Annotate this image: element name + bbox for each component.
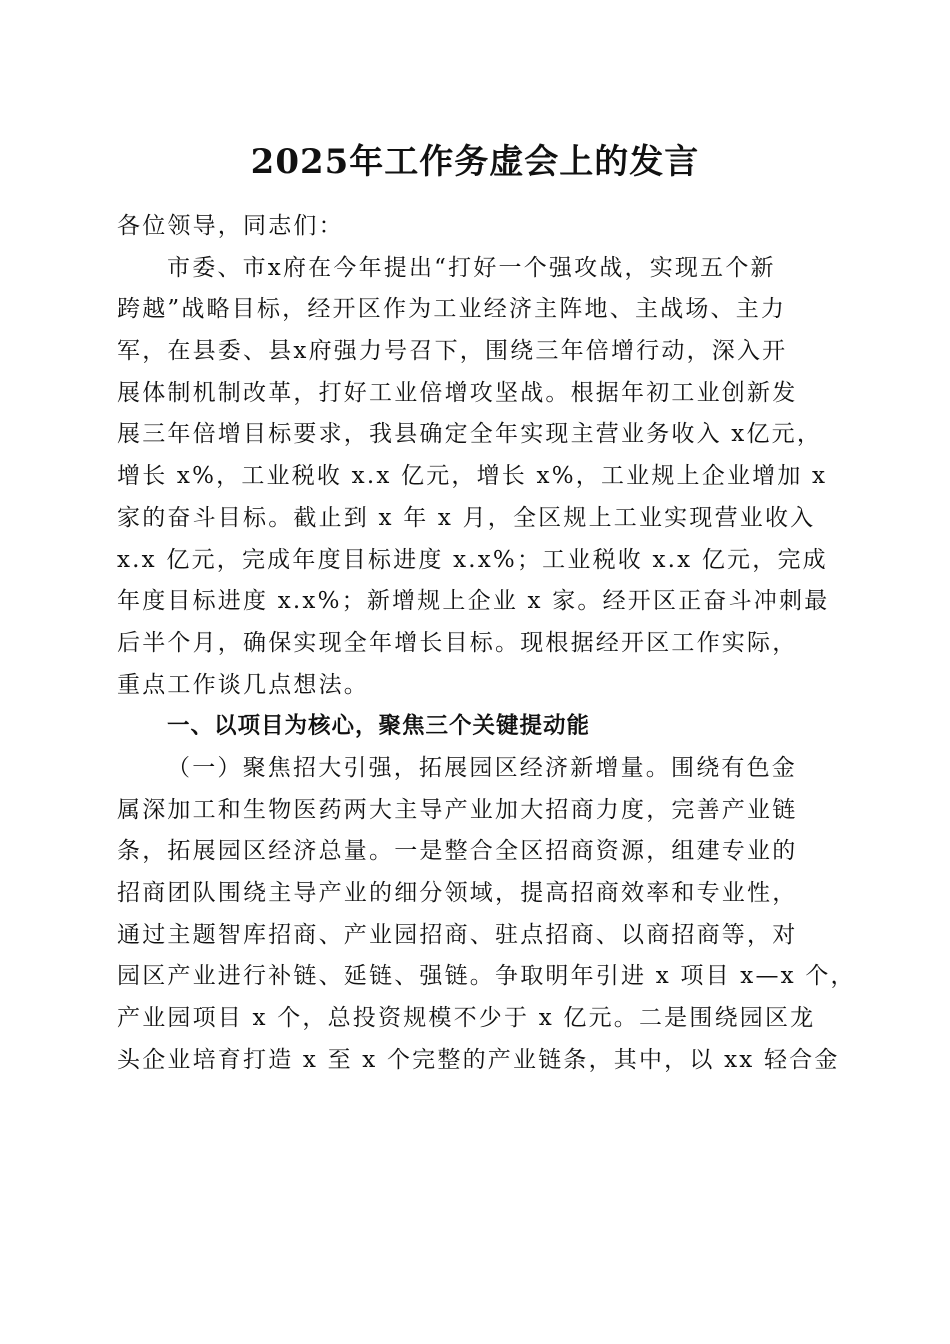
paragraph-line: 年度目标进度 x.x%；新增规上企业 x 家。经开区正奋斗冲刺最 (117, 588, 830, 615)
paragraph-line: 重点工作谈几点想法。 (117, 671, 369, 698)
paragraph-line: 属深加工和生物医药两大主导产业加大招商力度，完善产业链 (117, 796, 798, 823)
paragraph-line: 头企业培育打造 x 至 x 个完整的产业链条，其中，以 xx 轻合金 (117, 1046, 840, 1073)
paragraph-line: 产业园项目 x 个，总投资规模不少于 x 亿元。二是围绕园区龙 (117, 1005, 816, 1032)
paragraph-line: x.x 亿元，完成年度目标进度 x.x%；工业税收 x.x 亿元，完成 (117, 546, 828, 573)
paragraph-line: 军，在县委、县x府强力号召下，围绕三年倍增行动，深入开 (117, 338, 788, 365)
paragraph-line: 通过主题智库招商、产业园招商、驻点招商、以商招商等，对 (117, 921, 798, 948)
document-body (117, 206, 856, 1081)
paragraph-2 (117, 748, 856, 1082)
paragraph-line: 园区产业进行补链、延链、强链。争取明年引进 x 项目 x—x 个， (117, 963, 856, 990)
paragraph-line: 条，拓展园区经济总量。一是整合全区招商资源，组建专业的 (117, 838, 798, 865)
section-heading: 一、以项目为核心，聚焦三个关键提动能 (167, 713, 591, 740)
paragraph-line: 增长 x%，工业税收 x.x 亿元，增长 x%，工业规上企业增加 x (117, 463, 828, 490)
paragraph-line: 跨越”战略目标，经开区作为工业经济主阵地、主战场、主力 (117, 296, 787, 323)
paragraph-line: 展体制机制改革，打好工业倍增攻坚战。根据年初工业创新发 (117, 379, 798, 406)
document-title: 2025年工作务虚会上的发言 (250, 142, 700, 182)
paragraph-line: 展三年倍增目标要求，我县确定全年实现主营业务收入 x亿元， (117, 421, 823, 448)
paragraph-1 (117, 248, 835, 707)
paragraph-line: （一）聚焦招大引强，拓展园区经济新增量。围绕有色金 (167, 754, 797, 781)
paragraph-line: 后半个月，确保实现全年增长目标。现根据经开区工作实际， (117, 629, 798, 656)
paragraph-line: 招商团队围绕主导产业的细分领域，提高招商效率和专业性， (117, 880, 798, 906)
paragraph-line: 家的奋斗目标。截止到 x 年 x 月，全区规上工业实现营业收入 (117, 504, 816, 531)
paragraph-line: 市委、市x府在今年提出“打好一个强攻战，实现五个新 (167, 254, 776, 281)
salutation: 各位领导，同志们： (117, 213, 344, 239)
